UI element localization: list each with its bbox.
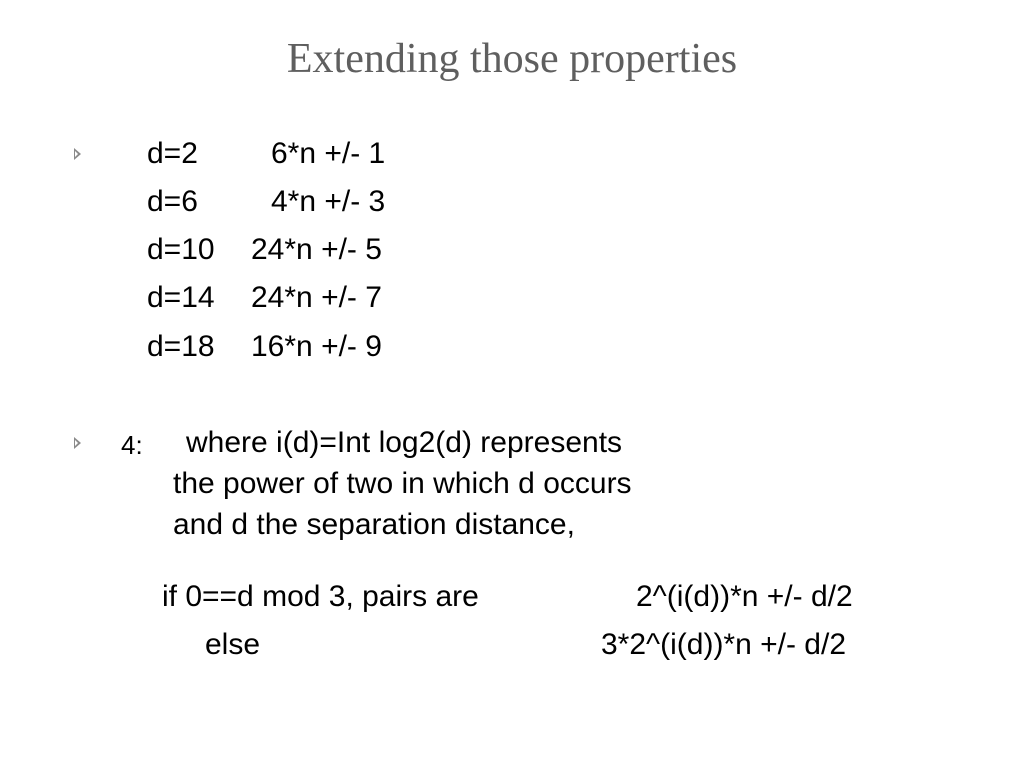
else-condition: else	[205, 628, 261, 661]
else-formula: 3*2^(i(d))*n +/- d/2	[601, 628, 847, 661]
point-number: 4:	[121, 430, 143, 460]
explanation-line: the power of two in which d occurs	[173, 467, 632, 500]
pair-formula: 24*n +/- 7	[251, 281, 382, 314]
pair-formula: 16*n +/- 9	[251, 330, 382, 363]
pair-d: d=2	[147, 137, 198, 170]
pair-formula: 6*n +/- 1	[271, 137, 386, 170]
if-condition: if 0==d mod 3, pairs are	[162, 580, 479, 613]
if-formula: 2^(i(d))*n +/- d/2	[636, 580, 853, 613]
pair-d: d=14	[147, 281, 215, 314]
triangle-bullet-icon	[74, 437, 81, 449]
explanation-line: and d the separation distance,	[173, 508, 575, 541]
pair-d: d=18	[147, 330, 215, 363]
explanation-line: where i(d)=Int log2(d) represents	[186, 426, 623, 459]
pair-d: d=10	[147, 233, 215, 266]
pair-formula: 4*n +/- 3	[271, 185, 386, 218]
pair-formula: 24*n +/- 5	[251, 233, 382, 266]
pair-d: d=6	[147, 185, 198, 218]
triangle-bullet-icon	[74, 148, 81, 160]
slide-title: Extending those properties	[286, 36, 738, 82]
